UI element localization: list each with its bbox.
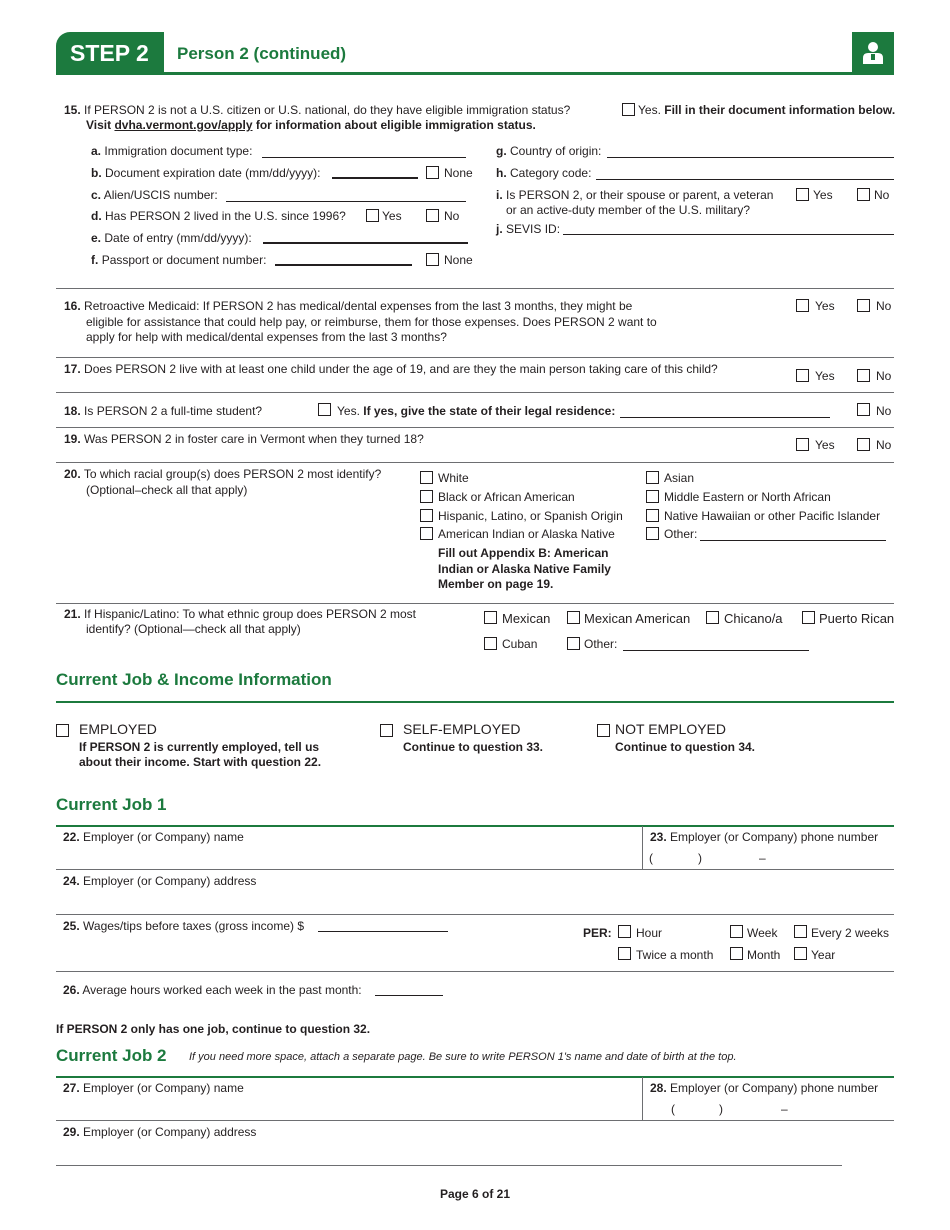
q20-black-label: Black or African American (438, 490, 575, 504)
q19-yes-checkbox[interactable] (796, 438, 809, 451)
q15h-label: h. Category code: (496, 166, 592, 180)
q22-label: 22. Employer (or Company) name (63, 830, 244, 844)
q17-yes-checkbox[interactable] (796, 369, 809, 382)
not-employed-label: NOT EMPLOYED (615, 721, 726, 737)
step-badge (56, 32, 164, 74)
q15i-label-2: or an active-duty member of the U.S. military? (506, 203, 751, 217)
q20-text-2: (Optional–check all that apply) (86, 483, 248, 497)
q20-american-indian-label: American Indian or Alaska Native (438, 527, 615, 541)
header-rule (56, 72, 894, 75)
q17-yes-label: Yes (815, 369, 835, 383)
q21-cuban-checkbox[interactable] (484, 637, 497, 650)
not-employed-checkbox[interactable] (597, 724, 610, 737)
q18-text: 18. Is PERSON 2 a full-time student? (64, 404, 263, 418)
q15i-yes-label: Yes (813, 188, 833, 202)
q20-hispanic-checkbox[interactable] (420, 509, 433, 522)
q20-asian-label: Asian (664, 471, 695, 485)
q18-no-checkbox[interactable] (857, 403, 870, 416)
q15d-label: d. Has PERSON 2 lived in the U.S. since 1996? (91, 209, 346, 223)
q28-phone-close[interactable]: ) (719, 1102, 723, 1116)
q15-yes-label: Yes. Fill in their document information below. (638, 103, 896, 117)
q21-puerto-rican-label: Puerto Rican (819, 611, 895, 626)
divider (56, 869, 894, 870)
q20-other-label: Other: (664, 527, 698, 541)
self-employed-checkbox[interactable] (380, 724, 393, 737)
q18-yes-checkbox[interactable] (318, 403, 331, 416)
q15d-no-checkbox[interactable] (426, 209, 439, 222)
q20-american-indian-checkbox[interactable] (420, 527, 433, 540)
q20-mena-label: Middle Eastern or North African (664, 490, 831, 504)
job-income-rule (56, 701, 894, 703)
page-number: Page 6 of 21 (439, 1187, 511, 1201)
q27-label: 27. Employer (or Company) name (63, 1081, 244, 1095)
q17-text: 17. Does PERSON 2 live with at least one child under the age of 19, and are they the main person taking care of this child? (64, 362, 718, 376)
q15i-label-1: i. Is PERSON 2, or their spouse or parent, a veteran (496, 188, 774, 202)
q20-black-checkbox[interactable] (420, 490, 433, 503)
q15b-input[interactable] (332, 167, 418, 179)
q20-other-checkbox[interactable] (646, 527, 659, 540)
job2-note: If you need more space, attach a separate page. Be sure to write PERSON 1's name and date of birth at the top. (189, 1051, 737, 1063)
q18-no-label: No (876, 404, 892, 418)
q20-pacific-islander-label: Native Hawaiian or other Pacific Islander (664, 509, 881, 523)
q15g-input[interactable] (607, 146, 894, 158)
q24-label: 24. Employer (or Company) address (63, 874, 257, 888)
employed-label: EMPLOYED (79, 721, 157, 737)
self-employed-note: Continue to question 33. (403, 740, 543, 754)
q21-mexican-american-checkbox[interactable] (567, 611, 580, 624)
q15c-label: c. Alien/USCIS number: (91, 188, 218, 202)
per-year-label: Year (811, 948, 836, 962)
q17-no-checkbox[interactable] (857, 369, 870, 382)
q21-mexican-label: Mexican (502, 611, 551, 626)
q21-other-input[interactable] (623, 639, 809, 651)
q15j-input[interactable] (563, 223, 894, 235)
q15b-none-checkbox[interactable] (426, 166, 439, 179)
divider (56, 462, 894, 463)
q28-phone-dash[interactable]: – (781, 1102, 788, 1116)
divider (56, 971, 894, 972)
page-title: Person 2 (continued) (177, 44, 347, 63)
q21-puerto-rican-checkbox[interactable] (802, 611, 815, 624)
q29-label: 29. Employer (or Company) address (63, 1125, 257, 1139)
q15j-label: j. SEVIS ID: (496, 222, 561, 236)
divider (56, 1120, 894, 1121)
q15h-input[interactable] (596, 168, 894, 180)
job1-rule (56, 825, 894, 827)
q15e-label: e. Date of entry (mm/dd/yyyy): (91, 231, 252, 245)
job2-rule (56, 1076, 894, 1078)
per-month-checkbox[interactable] (730, 947, 743, 960)
divider (56, 427, 894, 428)
q20-text-1: 20. To which racial group(s) does PERSON 2 most identify? (64, 467, 382, 481)
q23-phone-dash[interactable]: – (759, 851, 766, 865)
divider (56, 392, 894, 393)
per-every-2-weeks-label: Every 2 weeks (811, 926, 890, 940)
job2-heading: Current Job 2 (56, 1046, 167, 1065)
q15-yes-checkbox[interactable] (622, 103, 635, 116)
q15a-input[interactable] (262, 146, 466, 158)
q21-mexican-checkbox[interactable] (484, 611, 497, 624)
q23-label: 23. Employer (or Company) phone number (650, 830, 879, 844)
q15-text: 15. If PERSON 2 is not a U.S. citizen or U.S. national, do they have eligible immigration status? (64, 103, 571, 117)
job-income-heading: Current Job & Income Information (56, 670, 332, 689)
q15b-label: b. Document expiration date (mm/dd/yyyy): (91, 166, 321, 180)
q26-hours-input[interactable] (375, 984, 443, 996)
one-job-note: If PERSON 2 only has one job, continue to question 32. (56, 1022, 371, 1036)
q19-no-label: No (876, 438, 892, 452)
q21-other-label: Other: (584, 637, 618, 651)
divider (56, 288, 894, 289)
q20-appendix-note-3: Member on page 19. (438, 577, 554, 591)
per-hour-checkbox[interactable] (618, 925, 631, 938)
q21-chicano-label: Chicano/a (724, 611, 783, 626)
q20-hispanic-label: Hispanic, Latino, or Spanish Origin (438, 509, 623, 523)
q25-per-label: PER: (583, 926, 612, 940)
employed-note-2: about their income. Start with question 22. (79, 755, 322, 769)
q28-phone-open[interactable]: ( (671, 1102, 675, 1116)
person-icon (852, 32, 894, 74)
q18-state-input[interactable] (620, 406, 830, 418)
q15i-no-checkbox[interactable] (857, 188, 870, 201)
employed-note-1: If PERSON 2 is currently employed, tell us (79, 740, 320, 754)
q15-visit-text: Visit dvha.vermont.gov/apply for information about eligible immigration status. (86, 118, 536, 132)
q15c-input[interactable] (226, 190, 466, 202)
q16-text-1: 16. Retroactive Medicaid: If PERSON 2 has medical/dental expenses from the last 3 months, they might be (64, 299, 633, 313)
q16-text-2: eligible for assistance that could help pay, or reimburse, them for those expenses. Does PERSON 2 want to (86, 315, 657, 329)
q20-asian-checkbox[interactable] (646, 471, 659, 484)
q25-label: 25. Wages/tips before taxes (gross income) $ (63, 919, 305, 933)
q21-chicano-checkbox[interactable] (706, 611, 719, 624)
per-every-2-weeks-checkbox[interactable] (794, 925, 807, 938)
q15e-input[interactable] (263, 232, 468, 244)
q20-appendix-note-2: Indian or Alaska Native Family (438, 562, 611, 576)
q28-label: 28. Employer (or Company) phone number (650, 1081, 879, 1095)
q20-other-input[interactable] (700, 529, 886, 541)
q18-yes-label: Yes. If yes, give the state of their legal residence: (337, 404, 616, 418)
q19-text: 19. Was PERSON 2 in foster care in Vermont when they turned 18? (64, 432, 424, 446)
q16-text-3: apply for help with medical/dental expenses from the last 3 months? (86, 330, 447, 344)
q17-no-label: No (876, 369, 892, 383)
q20-pacific-islander-checkbox[interactable] (646, 509, 659, 522)
q21-mexican-american-label: Mexican American (584, 611, 691, 626)
q16-yes-label: Yes (815, 299, 835, 313)
divider (56, 603, 894, 604)
q16-yes-checkbox[interactable] (796, 299, 809, 312)
q21-cuban-label: Cuban (502, 637, 538, 651)
q15b-none-label: None (444, 166, 473, 180)
q15i-yes-checkbox[interactable] (796, 188, 809, 201)
q25-wages-input[interactable] (318, 920, 448, 932)
person-icon-box (852, 32, 894, 74)
not-employed-note: Continue to question 34. (615, 740, 755, 754)
q15f-label: f. Passport or document number: (91, 253, 267, 267)
q15f-input[interactable] (275, 254, 412, 266)
divider (56, 1165, 842, 1166)
job1-heading: Current Job 1 (56, 795, 167, 814)
divider (56, 914, 894, 915)
q15a-label: a. Immigration document type: (91, 144, 253, 158)
q20-white-checkbox[interactable] (420, 471, 433, 484)
q15d-no-label: No (444, 209, 460, 223)
per-year-checkbox[interactable] (794, 947, 807, 960)
q15f-none-label: None (444, 253, 473, 267)
per-week-label: Week (747, 926, 778, 940)
q21-text-2: identify? (Optional—check all that apply) (86, 622, 301, 636)
step-label: STEP 2 (70, 40, 149, 66)
q15d-yes-label: Yes (382, 209, 402, 223)
per-twice-a-month-checkbox[interactable] (618, 947, 631, 960)
divider (56, 357, 894, 358)
q19-yes-label: Yes (815, 438, 835, 452)
per-hour-label: Hour (636, 926, 663, 940)
column-divider (642, 826, 643, 869)
q15g-label: g. Country of origin: (496, 144, 602, 158)
q15i-no-label: No (874, 188, 890, 202)
q20-appendix-note-1: Fill out Appendix B: American (438, 546, 609, 560)
q19-no-checkbox[interactable] (857, 438, 870, 451)
per-week-checkbox[interactable] (730, 925, 743, 938)
q15f-none-checkbox[interactable] (426, 253, 439, 266)
q16-no-checkbox[interactable] (857, 299, 870, 312)
column-divider (642, 1077, 643, 1120)
self-employed-label: SELF-EMPLOYED (403, 721, 521, 737)
q23-phone-close[interactable]: ) (698, 851, 702, 865)
vermont-apply-link[interactable]: dvha.vermont.gov/apply (114, 118, 253, 132)
q20-mena-checkbox[interactable] (646, 490, 659, 503)
per-twice-a-month-label: Twice a month (636, 948, 714, 962)
q15d-yes-checkbox[interactable] (366, 209, 379, 222)
q26-label: 26. Average hours worked each week in the past month: (63, 983, 362, 997)
q21-text-1: 21. If Hispanic/Latino: To what ethnic group does PERSON 2 most (64, 607, 416, 621)
per-month-label: Month (747, 948, 781, 962)
q16-no-label: No (876, 299, 892, 313)
q23-phone-open[interactable]: ( (649, 851, 653, 865)
q20-white-label: White (438, 471, 469, 485)
employed-checkbox[interactable] (56, 724, 69, 737)
q21-other-checkbox[interactable] (567, 637, 580, 650)
